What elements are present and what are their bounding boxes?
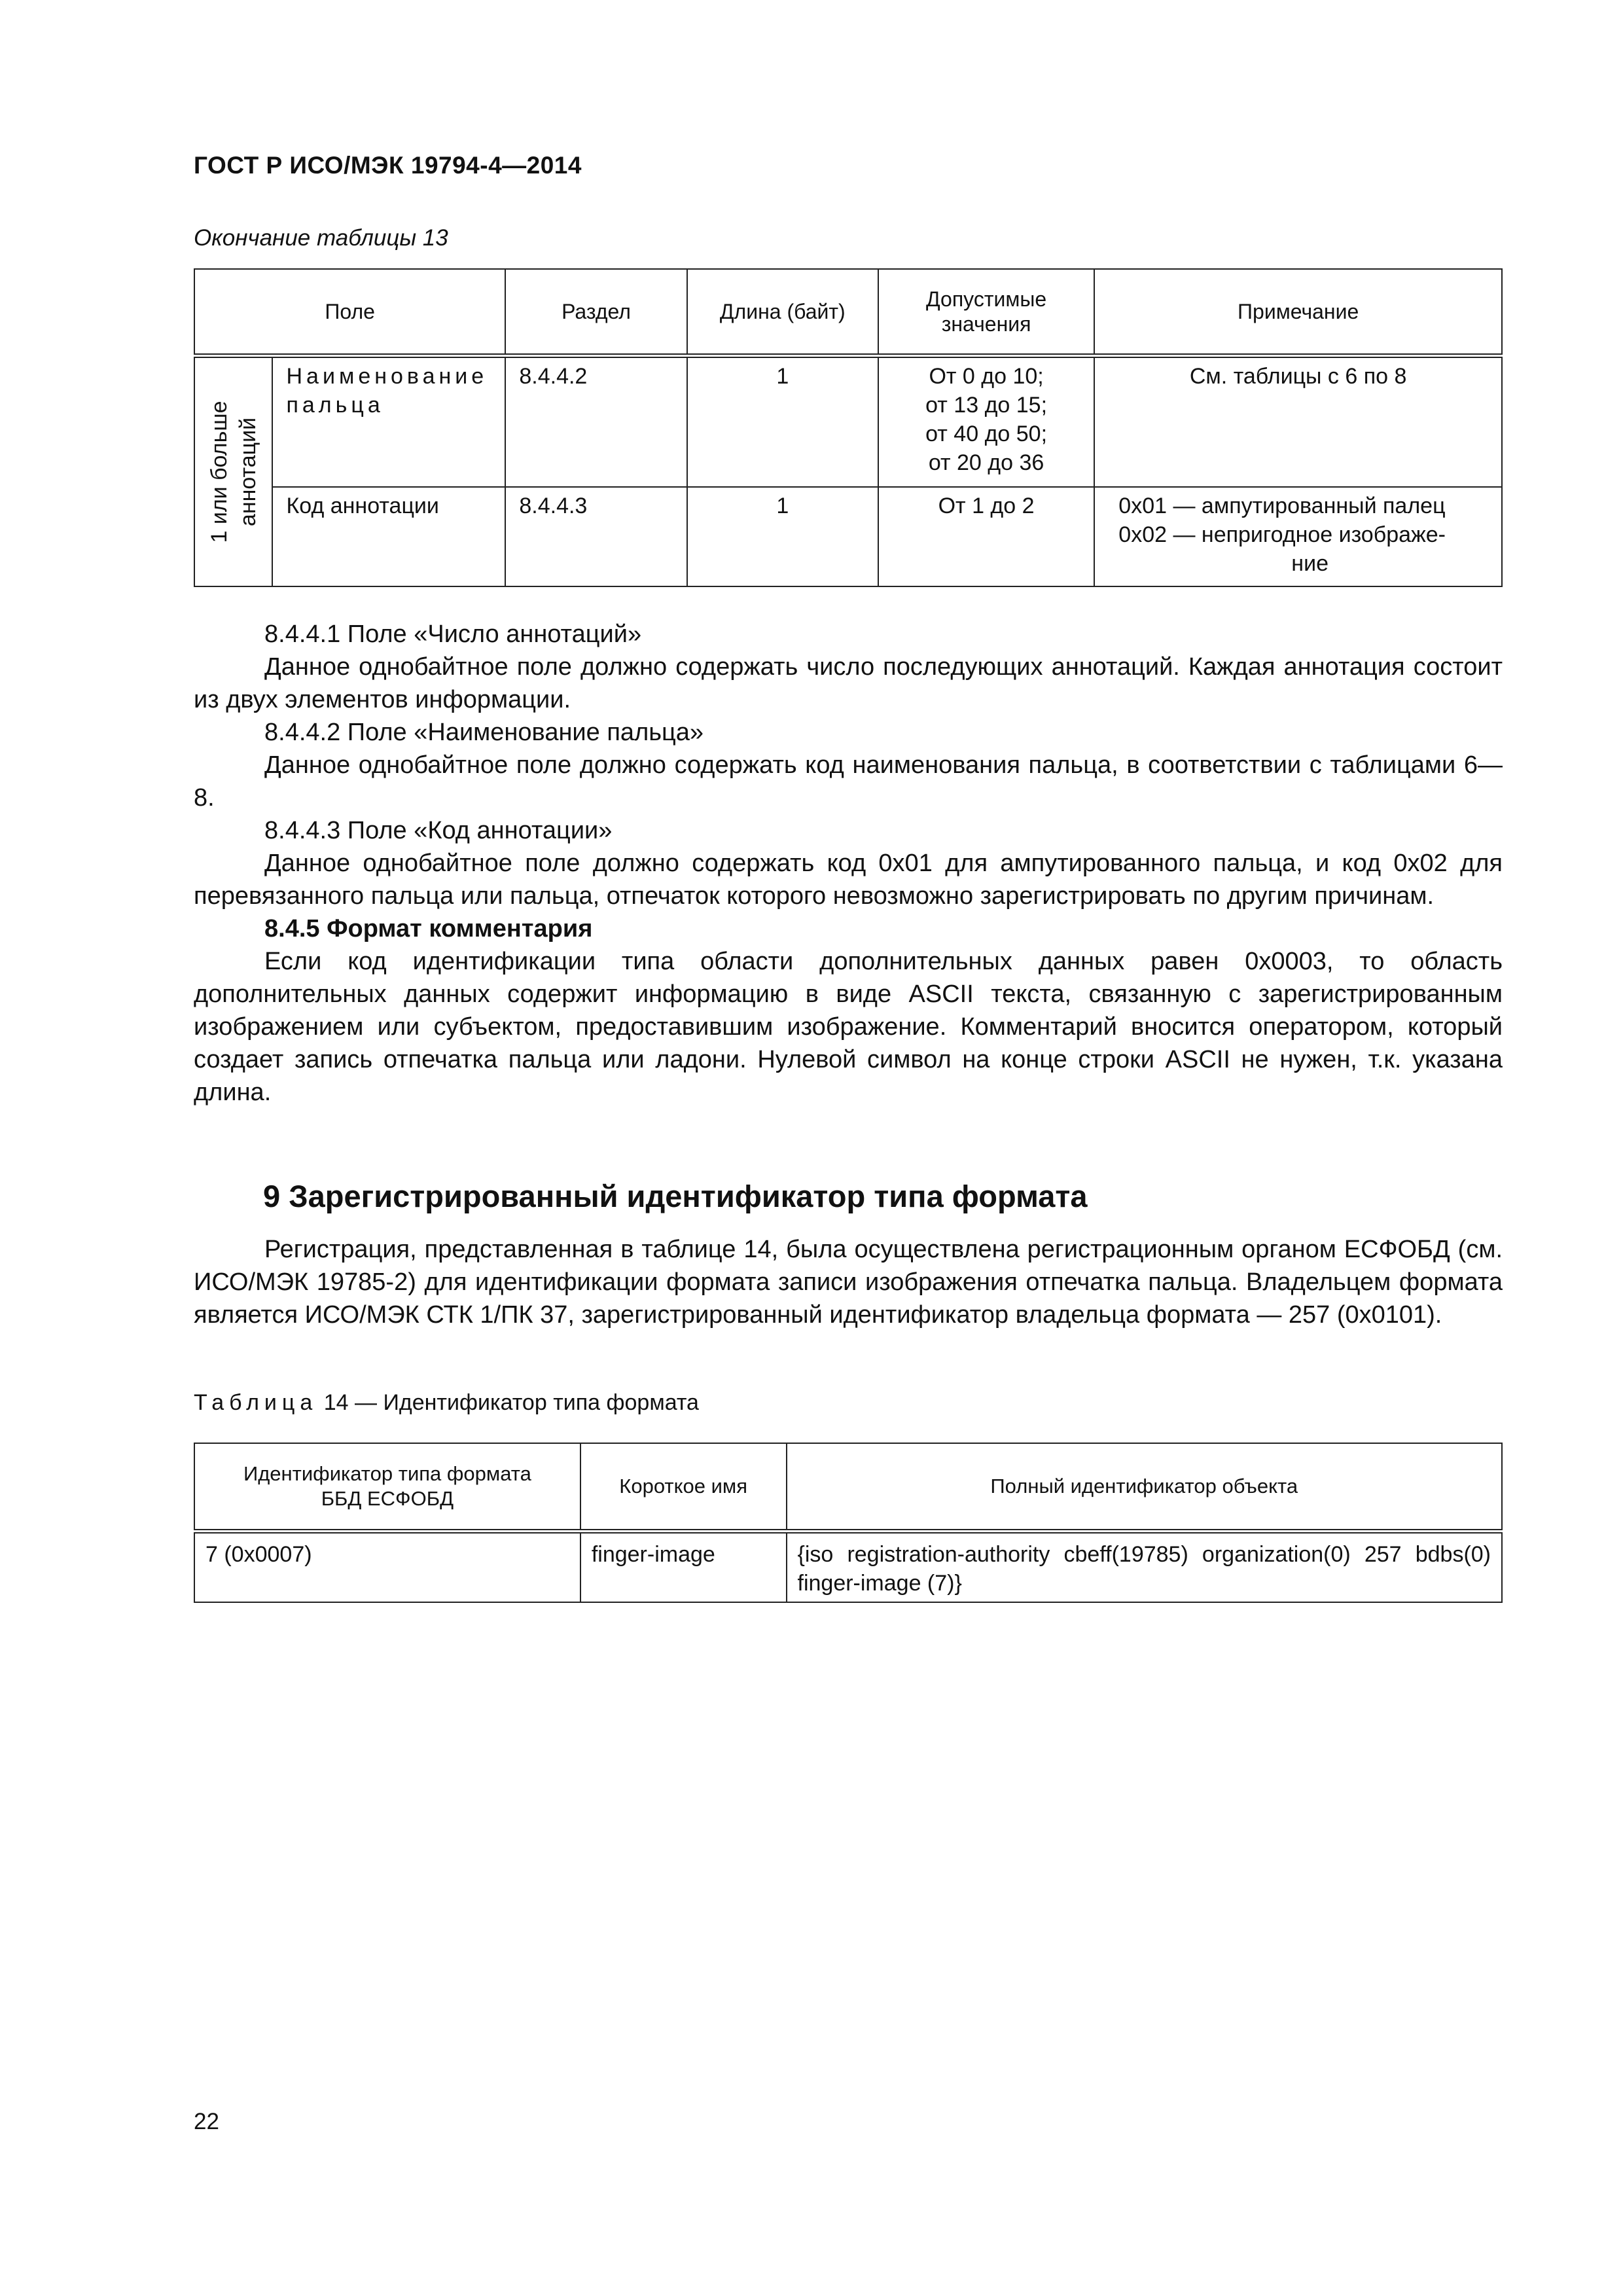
table13 xyxy=(194,268,1503,587)
subsection-title: 8.4.4.1 Поле «Число аннотаций» xyxy=(264,620,642,648)
t13-cell-note: См. таблицы с 6 по 8 xyxy=(1094,356,1502,487)
section-heading: 9 Зарегистрированный идентификатор типа формата xyxy=(263,1179,1088,1213)
subsection-title: 8.4.4.3 Поле «Код аннотации» xyxy=(264,817,613,844)
paragraph: Регистрация, представленная в таблице 14, была осуществлена регистрационным органом ЕСФОБД (см. ИСО/МЭК 19785-2) для идентификации формата записи изображения отпечатка пальца. Владельцем формата является ИСО/МЭК СТК 1/ПК 37, зарегистрированный идентификатор владельца формата — 257 (0x0101). xyxy=(194,1236,1503,1329)
paragraph: Если код идентификации типа области дополнительных данных равен 0x0003, то область дополнительных данных содержит информацию в виде ASCII текста, связанную с зарегистрированным изображением или субъектом, предоставившим изображение. Комментарий вносится оператором, который создает запись отпечатка пальца или ладони. Нулевой символ на конце строки ASCII не нужен, т.к. указана длина. xyxy=(194,948,1503,1106)
t14-header-short: Короткое имя xyxy=(580,1443,787,1532)
table-row xyxy=(194,356,1502,487)
page-number: 22 xyxy=(194,2109,219,2134)
table-row xyxy=(194,1532,1502,1603)
t13-header-field: Поле xyxy=(194,269,505,356)
t13-header-length: Длина (байт) xyxy=(687,269,878,356)
table-label: Таблица xyxy=(194,1390,318,1415)
paragraph: Данное однобайтное поле должно содержать код наименования пальца, в соответствии с таблицами 6—8. xyxy=(194,751,1503,812)
t14-header-id: Идентификатор типа формата ББД ЕСФОБД xyxy=(194,1443,580,1532)
body-text-block xyxy=(194,618,1503,1109)
subsection-title: 8.4.5 Формат комментария xyxy=(264,915,593,942)
t13-header-note: Примечание xyxy=(1094,269,1502,356)
document-header: ГОСТ Р ИСО/МЭК 19794-4—2014 xyxy=(194,152,582,179)
t13-cell-values: От 1 до 2 xyxy=(878,487,1094,586)
t13-cell-section: 8.4.4.2 xyxy=(505,356,687,487)
subsection-title: 8.4.4.2 Поле «Наименование пальца» xyxy=(264,719,704,746)
table-row xyxy=(194,487,1502,586)
t13-cell-length: 1 xyxy=(687,487,878,586)
t14-cell-short: finger-image xyxy=(580,1532,787,1603)
t13-cell-field: Код аннотации xyxy=(272,487,505,586)
paragraph: Данное однобайтное поле должно содержать код 0x01 для ампутированного пальца, и код 0x02 для перевязанного пальца или пальца, отпечаток которого невозможно зарегистрировать по другим причинам. xyxy=(194,850,1503,910)
t13-cell-note: 0x01 — ампутированный палец 0x02 — непригодное изображе- ние xyxy=(1094,487,1502,586)
t13-cell-field: Наименование пальца xyxy=(272,356,505,487)
paragraph: Данное однобайтное поле должно содержать число последующих аннотаций. Каждая аннотация состоит из двух элементов информации. xyxy=(194,653,1503,713)
t13-cell-section: 8.4.4.3 xyxy=(505,487,687,586)
table-title: 14 — Идентификатор типа формата xyxy=(317,1390,699,1415)
t13-header-section: Раздел xyxy=(505,269,687,356)
t14-header-full: Полный идентификатор объекта xyxy=(787,1443,1503,1532)
t14-cell-full: {iso registration-authority cbeff(19785) organization(0) 257 bdbs(0) finger-image (7)} xyxy=(787,1532,1503,1603)
t13-group-label: 1 или больше аннотаций xyxy=(194,356,272,586)
table13-caption: Окончание таблицы 13 xyxy=(194,225,448,251)
table14-caption xyxy=(194,1390,699,1416)
table14 xyxy=(194,1443,1503,1603)
t13-cell-length: 1 xyxy=(687,356,878,487)
t13-header-values: Допустимые значения xyxy=(878,269,1094,356)
t13-cell-values: От 0 до 10; от 13 до 15; от 40 до 50; от 20 до 36 xyxy=(878,356,1094,487)
t14-cell-id: 7 (0x0007) xyxy=(194,1532,580,1603)
section9-text xyxy=(194,1233,1503,1331)
